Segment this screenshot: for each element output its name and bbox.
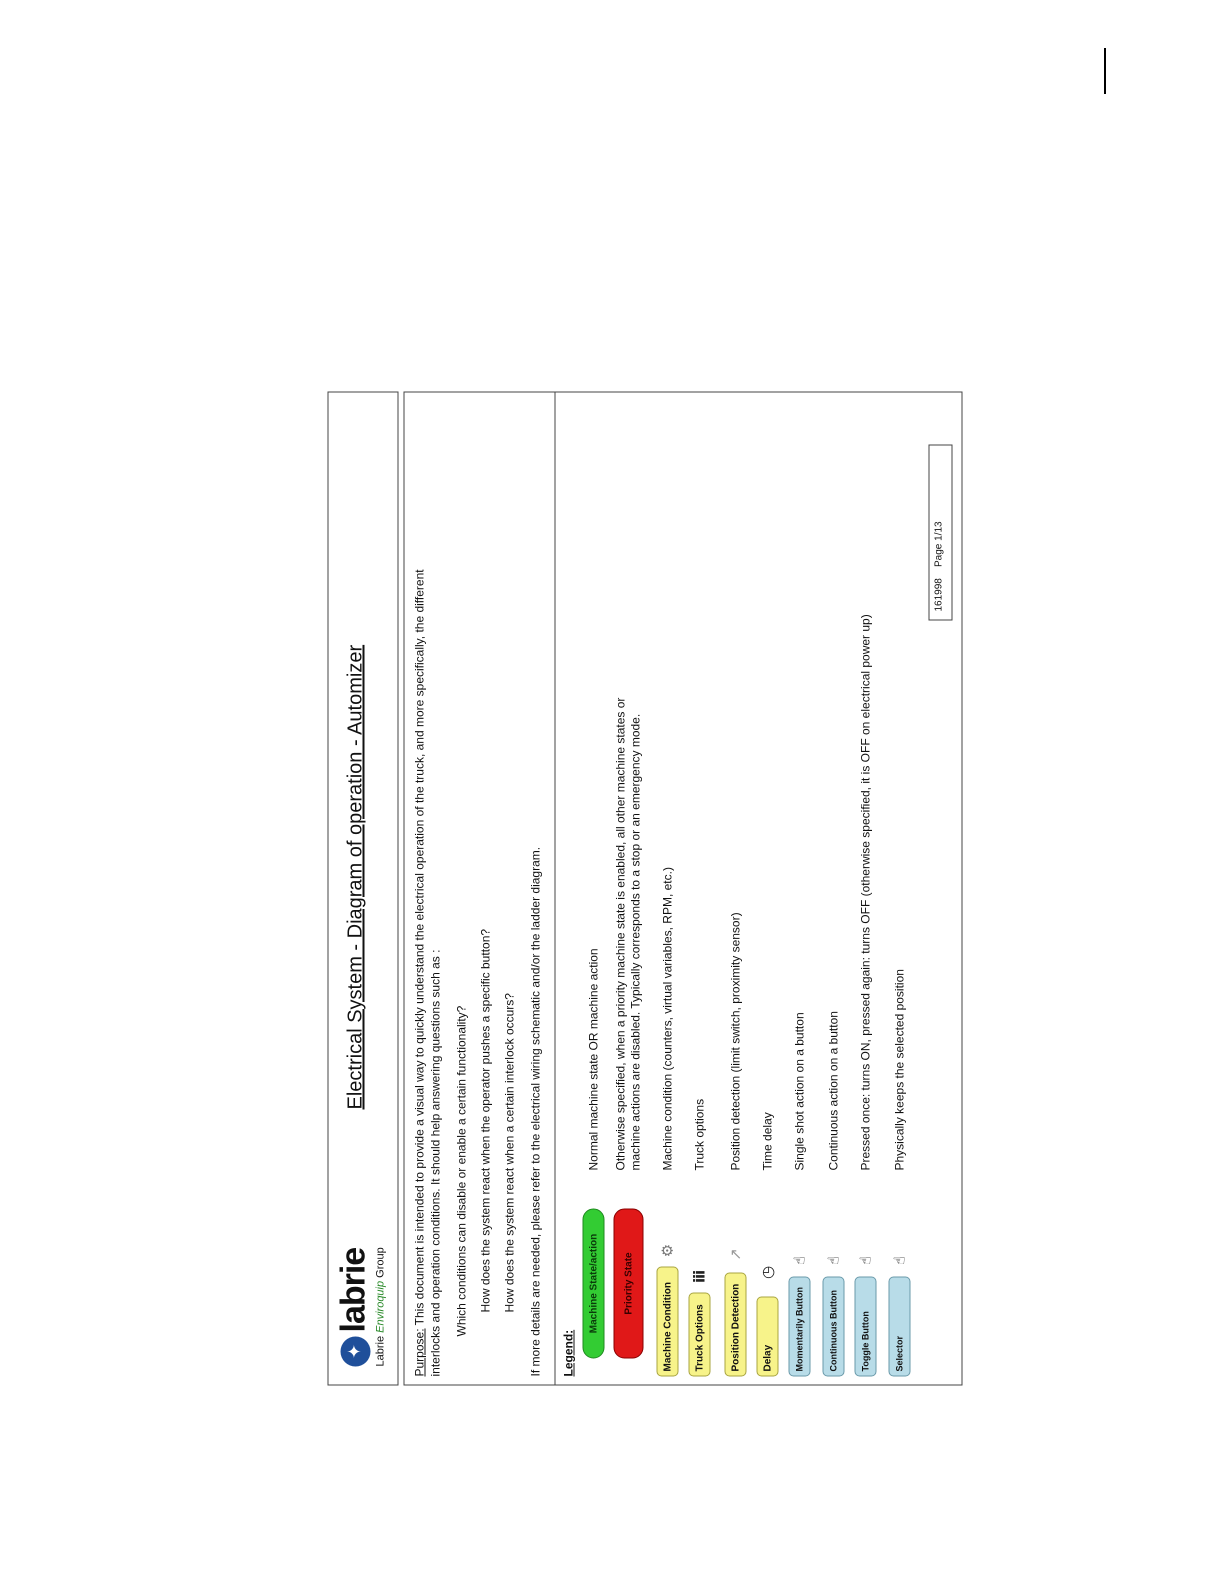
legend-desc: Single shot action on a button xyxy=(792,1012,807,1171)
legend-item-position-detection xyxy=(722,417,750,1377)
hand-hold-icon: ☝ xyxy=(824,1255,843,1266)
legend-desc: Physically keeps the selected position xyxy=(892,969,907,1171)
truck-options-badge: Truck Options xyxy=(689,1293,711,1377)
continuous-button-badge: Continuous Button xyxy=(823,1277,845,1377)
selector-badge: Selector xyxy=(889,1277,911,1377)
purpose-line-2: interlocks and operation conditions. It should help answering questions such as : xyxy=(428,949,443,1377)
page-title: Electrical System - Diagram of operation - Automizer xyxy=(344,644,367,1110)
purpose-label: Purpose: xyxy=(412,1328,427,1377)
question-3: How does the system react when a certain interlock occurs? xyxy=(502,993,517,1313)
page-footer xyxy=(929,445,953,621)
legend-desc-line-2: machine actions are disabled. Typically corresponds to a stop or an emergency mode. xyxy=(628,713,643,1171)
clock-icon: ◷ xyxy=(758,1265,777,1280)
purpose-line-1: Purpose: This document is intended to provide a visual way to quickly understand the electrical operation of the truck, and more specifically, the different xyxy=(412,569,427,1377)
legend-item-truck-options xyxy=(686,417,714,1377)
legend-desc: Truck options xyxy=(692,1098,707,1171)
purpose-box xyxy=(404,392,556,1386)
legend-desc-line-1: Otherwise specified, when a priority machine state is enabled, all other machine states or xyxy=(613,697,628,1171)
legend-desc: Continuous action on a button xyxy=(826,1011,841,1171)
legend-desc: Machine condition (counters, virtual variables, RPM, etc.) xyxy=(660,867,675,1171)
legend-item-continuous-button xyxy=(820,417,848,1377)
legend-title: Legend: xyxy=(561,1329,576,1377)
legend-desc: Normal machine state OR machine action xyxy=(586,948,601,1171)
legend-item-momentarily-button xyxy=(786,417,814,1377)
machine-condition-badge: Machine Condition xyxy=(657,1267,679,1377)
hand-press-icon: ☝ xyxy=(790,1255,809,1266)
rotated-sheet xyxy=(328,392,963,1386)
legend-desc: Pressed once: turns ON, pressed again: turns OFF (otherwise specified, it is OFF on electrical power up) xyxy=(858,614,873,1171)
momentarily-button-badge: Momentarily Button xyxy=(789,1277,811,1377)
delay-badge: Delay xyxy=(757,1297,779,1377)
logo-mark-icon: ✦ xyxy=(341,1337,371,1367)
gear-icon: ⚙ xyxy=(658,1243,677,1258)
change-bar xyxy=(1104,48,1106,94)
question-1: Which conditions can disable or enable a certain functionality? xyxy=(454,1005,469,1337)
toggle-button-badge: Toggle Button xyxy=(855,1277,877,1377)
logo-word: labrie xyxy=(334,1247,373,1333)
legend-item-toggle-button xyxy=(852,417,880,1377)
company-logo xyxy=(334,1207,393,1367)
machine-state-badge: Machine State/action xyxy=(583,1209,605,1359)
options-icon: ⅲ xyxy=(690,1269,709,1284)
logo-subtitle: Labrie Enviroquip Group xyxy=(374,1247,387,1367)
details-note: If more details are needed, please refer to the electrical wiring schematic and/or the ladder diagram. xyxy=(528,846,543,1377)
footer-text xyxy=(934,521,945,611)
position-detection-badge: Position Detection xyxy=(725,1273,747,1377)
page-number: Page 1/13 xyxy=(933,521,945,567)
question-2: How does the system react when the operator pushes a specific button? xyxy=(478,928,493,1313)
legend-item-delay xyxy=(754,417,782,1377)
legend-item-machine-state xyxy=(580,417,608,1377)
hand-toggle-icon: ☝ xyxy=(856,1255,875,1266)
legend-item-selector xyxy=(886,417,914,1377)
legend-item-machine-condition xyxy=(654,417,682,1377)
legend-desc: Time delay xyxy=(760,1112,775,1171)
legend-box xyxy=(555,392,963,1386)
legend-desc: Position detection (limit switch, proximity sensor) xyxy=(728,912,743,1171)
sensor-icon: ↗ xyxy=(726,1248,745,1261)
priority-state-badge: Priority State xyxy=(614,1209,644,1359)
doc-number: 161998 xyxy=(933,578,945,612)
hand-selector-icon: ☝ xyxy=(890,1255,909,1266)
legend-item-priority-state xyxy=(614,417,648,1377)
header-box xyxy=(328,392,399,1386)
